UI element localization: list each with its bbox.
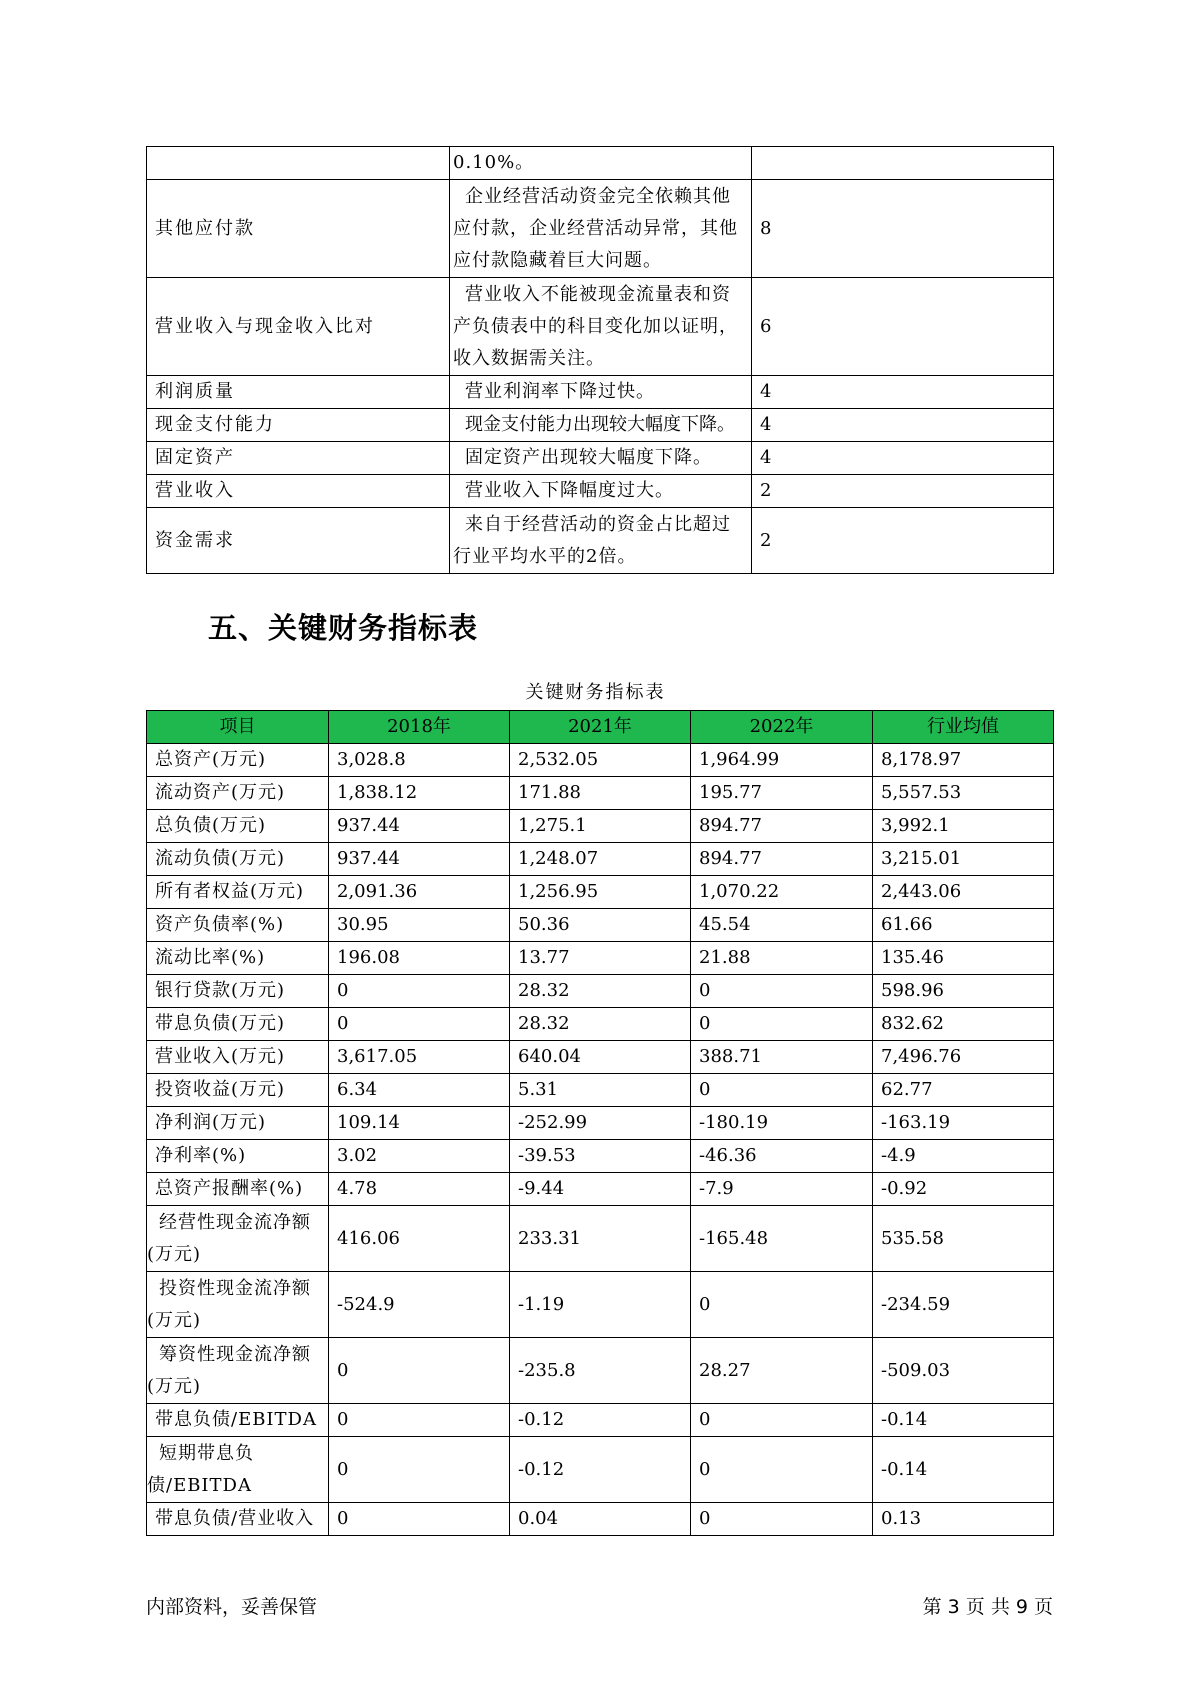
value-2022: 0 <box>691 1503 873 1536</box>
table-row <box>147 909 1054 942</box>
value-2021: 640.04 <box>510 1041 691 1074</box>
value-2018: 4.78 <box>329 1173 510 1206</box>
table-row <box>147 744 1054 777</box>
value-2022: 0 <box>691 1404 873 1437</box>
table-row <box>147 843 1054 876</box>
value-industry-average: 2,443.06 <box>873 876 1054 909</box>
value-2022: 0 <box>691 975 873 1008</box>
table-row <box>147 278 1054 376</box>
risk-item-score: 4 <box>752 376 1054 409</box>
value-industry-average: 0.13 <box>873 1503 1054 1536</box>
value-2018: 937.44 <box>329 843 510 876</box>
table-row <box>147 876 1054 909</box>
indicator-name: 带息负债/EBITDA <box>147 1404 329 1437</box>
value-industry-average: 61.66 <box>873 909 1054 942</box>
risk-item-name: 其他应付款 <box>147 180 450 278</box>
value-2021: -0.12 <box>510 1404 691 1437</box>
table-caption: 关键财务指标表 <box>525 682 666 703</box>
financial-indicators-table <box>146 710 1054 1536</box>
value-2018: 1,838.12 <box>329 777 510 810</box>
risk-item-score: 4 <box>752 442 1054 475</box>
value-2018: 3.02 <box>329 1140 510 1173</box>
value-2018: 0 <box>329 1008 510 1041</box>
value-2022: 21.88 <box>691 942 873 975</box>
value-2018: 6.34 <box>329 1074 510 1107</box>
value-2022: 1,070.22 <box>691 876 873 909</box>
value-2021: -39.53 <box>510 1140 691 1173</box>
value-2021: 1,248.07 <box>510 843 691 876</box>
value-2018: 109.14 <box>329 1107 510 1140</box>
value-2018: 0 <box>329 1437 510 1503</box>
value-2021: 28.32 <box>510 1008 691 1041</box>
table-row <box>147 508 1054 574</box>
column-header-2021: 2021年 <box>510 711 691 744</box>
value-industry-average: 62.77 <box>873 1074 1054 1107</box>
value-2022: 0 <box>691 1272 873 1338</box>
risk-item-name: 利润质量 <box>147 376 450 409</box>
risk-item-description: 固定资产出现较大幅度下降。 <box>450 442 752 475</box>
risk-item-score: 6 <box>752 278 1054 376</box>
risk-item-description: 现金支付能力出现较大幅度下降。 <box>450 409 752 442</box>
value-2018: -524.9 <box>329 1272 510 1338</box>
risk-items-table <box>146 146 1054 574</box>
table-row <box>147 442 1054 475</box>
value-2022: 0 <box>691 1437 873 1503</box>
value-2018: 0 <box>329 975 510 1008</box>
indicator-name: 净利率(%) <box>147 1140 329 1173</box>
value-2022: 28.27 <box>691 1338 873 1404</box>
indicator-name: 流动比率(%) <box>147 942 329 975</box>
value-2018: 3,028.8 <box>329 744 510 777</box>
value-2022: 45.54 <box>691 909 873 942</box>
value-2022: 0 <box>691 1008 873 1041</box>
table-row <box>147 147 1054 180</box>
value-industry-average: 3,215.01 <box>873 843 1054 876</box>
value-2022: -165.48 <box>691 1206 873 1272</box>
risk-item-name: 资金需求 <box>147 508 450 574</box>
column-header-2018: 2018年 <box>329 711 510 744</box>
risk-item-description: 营业收入下降幅度过大。 <box>450 475 752 508</box>
value-2021: 0.04 <box>510 1503 691 1536</box>
indicator-name: 营业收入(万元) <box>147 1041 329 1074</box>
indicator-name: 总资产报酬率(%) <box>147 1173 329 1206</box>
value-industry-average: -0.14 <box>873 1404 1054 1437</box>
column-header-industry-average: 行业均值 <box>873 711 1054 744</box>
indicator-name: 流动负债(万元) <box>147 843 329 876</box>
value-industry-average: 7,496.76 <box>873 1041 1054 1074</box>
value-2021: 171.88 <box>510 777 691 810</box>
risk-item-score: 4 <box>752 409 1054 442</box>
table-row <box>147 1074 1054 1107</box>
indicator-name: 筹资性现金流净额(万元) <box>147 1338 329 1404</box>
indicator-name: 净利润(万元) <box>147 1107 329 1140</box>
value-2022: -180.19 <box>691 1107 873 1140</box>
indicator-name: 总负债(万元) <box>147 810 329 843</box>
value-2018: 196.08 <box>329 942 510 975</box>
value-industry-average: 598.96 <box>873 975 1054 1008</box>
value-industry-average: -234.59 <box>873 1272 1054 1338</box>
table-row <box>147 180 1054 278</box>
value-2021: -0.12 <box>510 1437 691 1503</box>
value-2022: 388.71 <box>691 1041 873 1074</box>
value-industry-average: 535.58 <box>873 1206 1054 1272</box>
risk-item-name: 营业收入与现金收入比对 <box>147 278 450 376</box>
value-industry-average: -0.92 <box>873 1173 1054 1206</box>
value-2022: 0 <box>691 1074 873 1107</box>
indicator-name: 总资产(万元) <box>147 744 329 777</box>
table-row <box>147 1107 1054 1140</box>
value-industry-average: 832.62 <box>873 1008 1054 1041</box>
value-2022: -7.9 <box>691 1173 873 1206</box>
table-row <box>147 1338 1054 1404</box>
indicator-name: 经营性现金流净额(万元) <box>147 1206 329 1272</box>
value-industry-average: 135.46 <box>873 942 1054 975</box>
risk-item-description: 来自于经营活动的资金占比超过行业平均水平的2倍。 <box>450 508 752 574</box>
value-2018: 3,617.05 <box>329 1041 510 1074</box>
value-2022: 894.77 <box>691 843 873 876</box>
value-2021: 1,256.95 <box>510 876 691 909</box>
value-2021: -9.44 <box>510 1173 691 1206</box>
value-industry-average: -0.14 <box>873 1437 1054 1503</box>
table-row <box>147 975 1054 1008</box>
value-industry-average: -163.19 <box>873 1107 1054 1140</box>
table-row <box>147 1437 1054 1503</box>
value-2021: 2,532.05 <box>510 744 691 777</box>
risk-item-description: 0.10%。 <box>450 147 752 180</box>
table-row <box>147 1140 1054 1173</box>
value-2018: 0 <box>329 1404 510 1437</box>
indicator-name: 资产负债率(%) <box>147 909 329 942</box>
indicator-name: 投资性现金流净额(万元) <box>147 1272 329 1338</box>
value-2021: 233.31 <box>510 1206 691 1272</box>
value-2022: 195.77 <box>691 777 873 810</box>
column-header-item: 项目 <box>147 711 329 744</box>
table-row <box>147 376 1054 409</box>
risk-item-score: 2 <box>752 475 1054 508</box>
table-row <box>147 1008 1054 1041</box>
table-row <box>147 1404 1054 1437</box>
value-industry-average: -4.9 <box>873 1140 1054 1173</box>
risk-item-score <box>752 147 1054 180</box>
value-2018: 30.95 <box>329 909 510 942</box>
table-row <box>147 475 1054 508</box>
value-2018: 0 <box>329 1338 510 1404</box>
value-industry-average: 5,557.53 <box>873 777 1054 810</box>
value-2021: -252.99 <box>510 1107 691 1140</box>
value-2018: 416.06 <box>329 1206 510 1272</box>
table-row <box>147 942 1054 975</box>
value-industry-average: 3,992.1 <box>873 810 1054 843</box>
value-2021: -1.19 <box>510 1272 691 1338</box>
value-2022: 1,964.99 <box>691 744 873 777</box>
value-2021: -235.8 <box>510 1338 691 1404</box>
risk-item-score: 2 <box>752 508 1054 574</box>
risk-item-name: 营业收入 <box>147 475 450 508</box>
value-2021: 5.31 <box>510 1074 691 1107</box>
table-row <box>147 777 1054 810</box>
table-row <box>147 810 1054 843</box>
column-header-2022: 2022年 <box>691 711 873 744</box>
value-2021: 28.32 <box>510 975 691 1008</box>
table-row <box>147 1041 1054 1074</box>
indicator-name: 流动资产(万元) <box>147 777 329 810</box>
risk-item-name: 现金支付能力 <box>147 409 450 442</box>
indicator-name: 所有者权益(万元) <box>147 876 329 909</box>
indicator-name: 带息负债/营业收入 <box>147 1503 329 1536</box>
footer-confidential-note: 内部资料，妥善保管 <box>146 1596 318 1618</box>
table-row <box>147 409 1054 442</box>
value-2021: 1,275.1 <box>510 810 691 843</box>
value-2022: -46.36 <box>691 1140 873 1173</box>
value-industry-average: -509.03 <box>873 1338 1054 1404</box>
value-2022: 894.77 <box>691 810 873 843</box>
value-2018: 0 <box>329 1503 510 1536</box>
table-row <box>147 1272 1054 1338</box>
risk-item-description: 企业经营活动资金完全依赖其他应付款，企业经营活动异常，其他应付款隐藏着巨大问题。 <box>450 180 752 278</box>
value-industry-average: 8,178.97 <box>873 744 1054 777</box>
indicator-name: 带息负债(万元) <box>147 1008 329 1041</box>
table-row <box>147 1206 1054 1272</box>
value-2018: 937.44 <box>329 810 510 843</box>
indicator-name: 银行贷款(万元) <box>147 975 329 1008</box>
value-2018: 2,091.36 <box>329 876 510 909</box>
value-2021: 13.77 <box>510 942 691 975</box>
risk-item-name: 固定资产 <box>147 442 450 475</box>
indicator-name: 短期带息负债/EBITDA <box>147 1437 329 1503</box>
indicator-name: 投资收益(万元) <box>147 1074 329 1107</box>
footer-page-number: 第 3 页 共 9 页 <box>922 1596 1053 1618</box>
risk-item-score: 8 <box>752 180 1054 278</box>
risk-item-name <box>147 147 450 180</box>
table-header-row <box>147 711 1054 744</box>
value-2021: 50.36 <box>510 909 691 942</box>
risk-item-description: 营业收入不能被现金流量表和资产负债表中的科目变化加以证明，收入数据需关注。 <box>450 278 752 376</box>
section-heading: 五、关键财务指标表 <box>208 611 479 645</box>
table-row <box>147 1173 1054 1206</box>
table-row <box>147 1503 1054 1536</box>
risk-item-description: 营业利润率下降过快。 <box>450 376 752 409</box>
